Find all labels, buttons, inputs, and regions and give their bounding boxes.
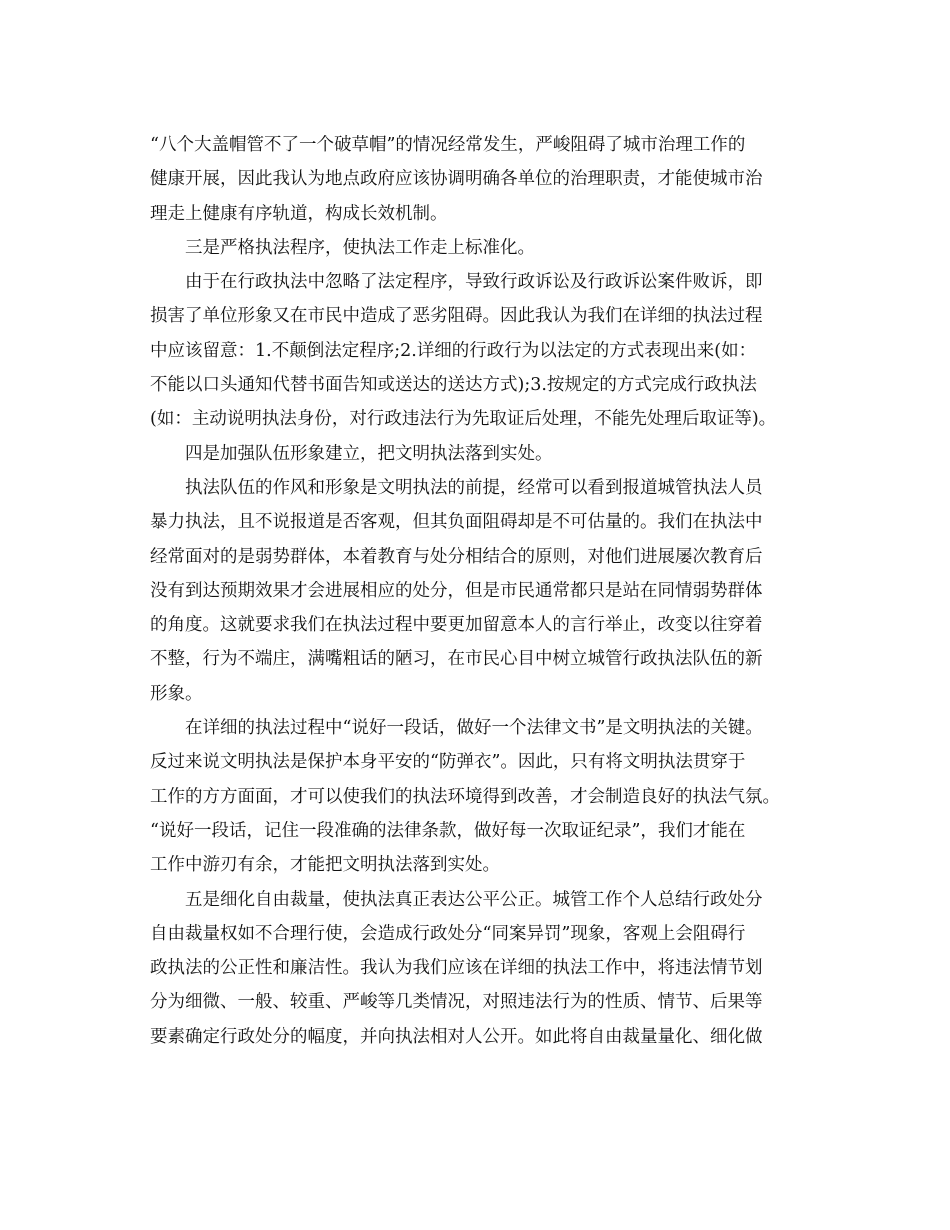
text-line: 不能以口头通知代替书面告知或送达的送达方式);3.按规定的方式完成行政执法 — [150, 375, 757, 396]
section-heading — [150, 231, 802, 265]
text-line: 工作中游刃有余，才能把文明执法落到实处。 — [150, 855, 500, 876]
text-line: 要素确定行政处分的幅度，并向执法相对人公开。如此将自由裁量量化、细化做 — [150, 1026, 763, 1047]
text-line: 暴力执法，且不说报道是否客观，但其负面阻碍却是不可估量的。我们在执法中 — [150, 512, 763, 533]
text-line: 不整，行为不端庄，满嘴粗话的陋习，在市民心目中树立城管行政执法队伍的新 — [150, 649, 763, 670]
text-line: 经常面对的是弱势群体，本着教育与处分相结合的原则，对他们进展屡次教育后 — [150, 546, 763, 567]
text-line: 的角度。这就要求我们在执法过程中要更加留意本人的言行举止，改变以往穿着 — [150, 615, 763, 636]
paragraph — [150, 883, 802, 1054]
text-line: 执法队伍的作风和形象是文明执法的前提，经常可以看到报道城管执法人员 — [185, 477, 763, 498]
text-line: “说好一段话，记住一段准确的法律条款，做好每一次取证纪录”，我们才能在 — [150, 820, 746, 841]
text-line: 由于在行政执法中忽略了法定程序，导致行政诉讼及行政诉讼案件败诉，即 — [185, 272, 763, 293]
text-line: 自由裁量权如不合理行使，会造成行政处分“同案异罚”现象，客观上会阻碍行 — [150, 923, 746, 944]
paragraph — [150, 711, 802, 882]
text-line: 在详细的执法过程中“说好一段话，做好一个法律文书”是文明执法的关键。 — [185, 718, 763, 739]
paragraph — [150, 128, 802, 231]
text-line: 损害了单位形象又在市民中造成了恶劣阻碍。因此我认为我们在详细的执法过程 — [150, 306, 763, 327]
text-line: 政执法的公正性和廉洁性。我认为我们应该在详细的执法工作中，将违法情节划 — [150, 958, 763, 979]
text-line: 四是加强队伍形象建立，把文明执法落到实处。 — [185, 443, 553, 464]
text-line: 健康开展，因此我认为地点政府应该协调明确各单位的治理职责，才能使城市治 — [150, 169, 763, 190]
text-line: (如：主动说明执法身份，对行政违法行为先取证后处理，不能先处理后取证等)。 — [150, 409, 777, 430]
text-line: 理走上健康有序轨道，构成长效机制。 — [150, 203, 448, 224]
section-heading — [150, 437, 802, 471]
text-line: 形象。 — [150, 683, 203, 704]
paragraph — [150, 265, 802, 436]
text-line: 分为细微、一般、较重、严峻等几类情况，对照违法行为的性质、情节、后果等 — [150, 992, 763, 1013]
paragraph — [150, 471, 802, 711]
document-body — [150, 128, 802, 1054]
text-line: 没有到达预期效果才会进展相应的处分，但是市民通常都只是站在同情弱势群体 — [150, 580, 763, 601]
text-line: 工作的方方面面，才可以使我们的执法环境得到改善，才会制造良好的执法气氛。 — [150, 786, 780, 807]
text-line: 三是严格执法程序，使执法工作走上标准化。 — [185, 237, 535, 258]
text-line: 五是细化自由裁量，使执法真正表达公平公正。城管工作个人总结行政处分 — [185, 889, 763, 910]
text-line: “八个大盖帽管不了一个破草帽”的情况经常发生，严峻阻碍了城市治理工作的 — [150, 135, 746, 155]
text-line: 反过来说文明执法是保护本身平安的“防弹衣”。因此，只有将文明执法贯穿于 — [150, 752, 746, 773]
text-line: 中应该留意：1.不颠倒法定程序;2.详细的行政行为以法定的方式表现出来(如： — [150, 340, 757, 361]
